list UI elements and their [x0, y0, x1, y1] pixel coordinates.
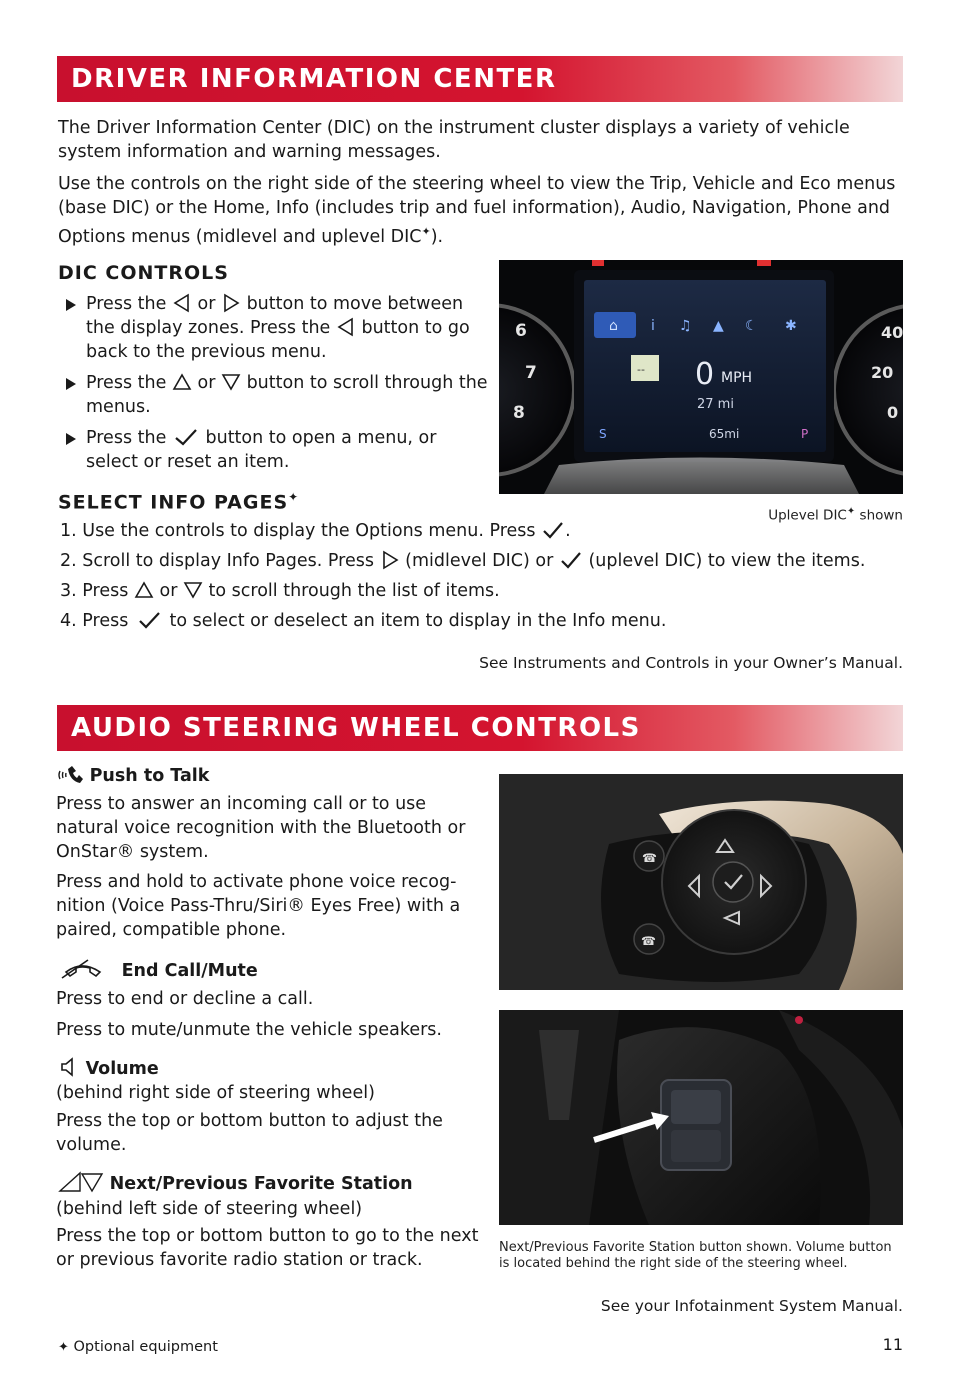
dic-range: 27 mi: [697, 397, 734, 412]
optional-star-icon: ✦: [58, 1340, 69, 1355]
push-to-talk-icon: [58, 763, 84, 785]
svg-text:☎: ☎: [642, 851, 657, 865]
volume-text: Press the top or bottom button to adjust the volume.: [56, 1111, 443, 1155]
steering-column-illustration: [499, 1010, 903, 1225]
svg-text:20: 20: [871, 363, 894, 382]
up-arrow-icon: [172, 372, 192, 392]
dic-image-caption: Uplevel DIC✦ shown: [768, 506, 903, 524]
dic-speed: 0: [695, 357, 715, 392]
favorite-subtitle: (behind left side of steering wheel): [56, 1199, 363, 1219]
steering-controls-image: [499, 774, 903, 990]
checkmark-icon: [559, 550, 583, 570]
right-arrow-icon: [221, 293, 241, 313]
dic-controls-heading: DIC CONTROLS: [58, 262, 229, 284]
end-call-text-1: Press to end or decline a call.: [56, 989, 314, 1009]
footer-optional-note: ✦ Optional equipment: [58, 1339, 218, 1355]
list-item: Press the or button to scroll through the menus.: [64, 371, 494, 419]
dic-gear-s: S: [599, 427, 607, 441]
svg-text:☾: ☾: [745, 318, 758, 334]
dic-controls-list: [64, 292, 494, 481]
right-arrow-icon: [380, 550, 400, 570]
svg-text:✱: ✱: [785, 318, 797, 334]
instrument-cluster-illustration: [499, 260, 903, 494]
svg-text:☎: ☎: [641, 934, 656, 948]
select-info-steps: [60, 519, 910, 639]
optional-star-icon: ✦: [288, 490, 300, 504]
steering-wheel-controls-illustration: [499, 774, 903, 990]
svg-text:8: 8: [513, 403, 525, 423]
down-arrow-icon: [183, 580, 203, 600]
end-call-heading: End Call/Mute: [58, 958, 488, 983]
volume-heading: Volume: [58, 1056, 488, 1081]
list-item: 2. Scroll to display Info Pages. Press (midlevel DIC) or (uplevel DIC) to view the items.: [60, 551, 866, 571]
dic-intro-2: Use the controls on the right side of the steering wheel to view the Trip, Vehicle and Eco menus (base DIC) or the Home, Info (includes trip and fuel information), Audio, Navigation, Phone and Options menus (midlevel and uplevel DIC✦).: [58, 174, 896, 247]
page-number: 11: [882, 1335, 903, 1354]
volume-speaker-icon: [58, 1056, 80, 1078]
dic-gear-p: P: [801, 427, 809, 441]
svg-text:♫: ♫: [679, 318, 692, 334]
ptt-heading: Push to Talk: [58, 763, 488, 788]
list-item: Press the button to open a menu, or select or reset an item.: [64, 426, 494, 474]
uplevel-dic-image: [499, 260, 903, 494]
list-item: 3. Press or to scroll through the list of items.: [60, 581, 500, 601]
svg-text:⌂: ⌂: [609, 318, 618, 334]
list-item: 1. Use the controls to display the Options menu. Press .: [60, 521, 571, 541]
ptt-text-2: Press and hold to activate phone voice recog-nition (Voice Pass-Thru/Siri® Eyes Free) with a paired, compatible phone.: [56, 872, 461, 940]
svg-text:40: 40: [881, 323, 903, 342]
end-call-text-2: Press to mute/unmute the vehicle speakers.: [56, 1020, 442, 1040]
down-arrow-icon: [221, 372, 241, 392]
dic-box-text: --: [637, 363, 645, 376]
section-title: DRIVER INFORMATION CENTER: [71, 64, 557, 94]
checkmark-icon: [541, 520, 565, 540]
list-item: 4. Press to select or deselect an item to display in the Info menu.: [60, 611, 667, 631]
checkmark-icon: [172, 427, 200, 447]
svg-text:▲: ▲: [713, 318, 724, 334]
select-info-heading: SELECT INFO PAGES✦: [58, 490, 300, 514]
list-item: Press the or button to move between the display zones. Press the button to go back to the previous menu.: [64, 292, 494, 364]
volume-subtitle: (behind right side of steering wheel): [56, 1083, 375, 1103]
steering-photo-caption: Next/Previous Favorite Station button shown. Volume button is located behind the right side of the steering wheel.: [499, 1240, 892, 1271]
left-arrow-icon: [172, 293, 192, 313]
favorite-text: Press the top or bottom button to go to the next or previous favorite radio station or track.: [56, 1226, 479, 1270]
section-title: AUDIO STEERING WHEEL CONTROLS: [71, 713, 641, 743]
checkmark-icon: [134, 610, 164, 630]
ptt-text-1: Press to answer an incoming call or to use natural voice recognition with the Bluetooth or OnStar® system.: [56, 794, 466, 862]
dic-speed-unit: MPH: [721, 370, 753, 386]
optional-star-icon: ✦: [421, 225, 431, 238]
section-banner-audio: [57, 705, 903, 751]
favorite-station-button-image: [499, 1010, 903, 1225]
svg-text:i: i: [651, 318, 655, 334]
favorite-heading: Next/Previous Favorite Station: [58, 1171, 488, 1196]
dic-see-manual: See Instruments and Controls in your Owner’s Manual.: [479, 654, 903, 672]
optional-star-icon: ✦: [846, 506, 856, 517]
dic-trip: 65mi: [709, 427, 740, 441]
left-arrow-icon: [336, 317, 356, 337]
dic-intro-1: The Driver Information Center (DIC) on the instrument cluster displays a variety of vehicle system information and warning messages.: [58, 118, 850, 162]
next-previous-icon: [58, 1171, 104, 1193]
svg-text:0: 0: [887, 403, 899, 422]
section-banner-dic: [57, 56, 903, 102]
end-call-icon: [58, 958, 108, 980]
up-arrow-icon: [134, 580, 154, 600]
svg-text:6: 6: [515, 321, 527, 341]
audio-see-manual: See your Infotainment System Manual.: [600, 1297, 903, 1315]
svg-text:7: 7: [525, 363, 537, 383]
